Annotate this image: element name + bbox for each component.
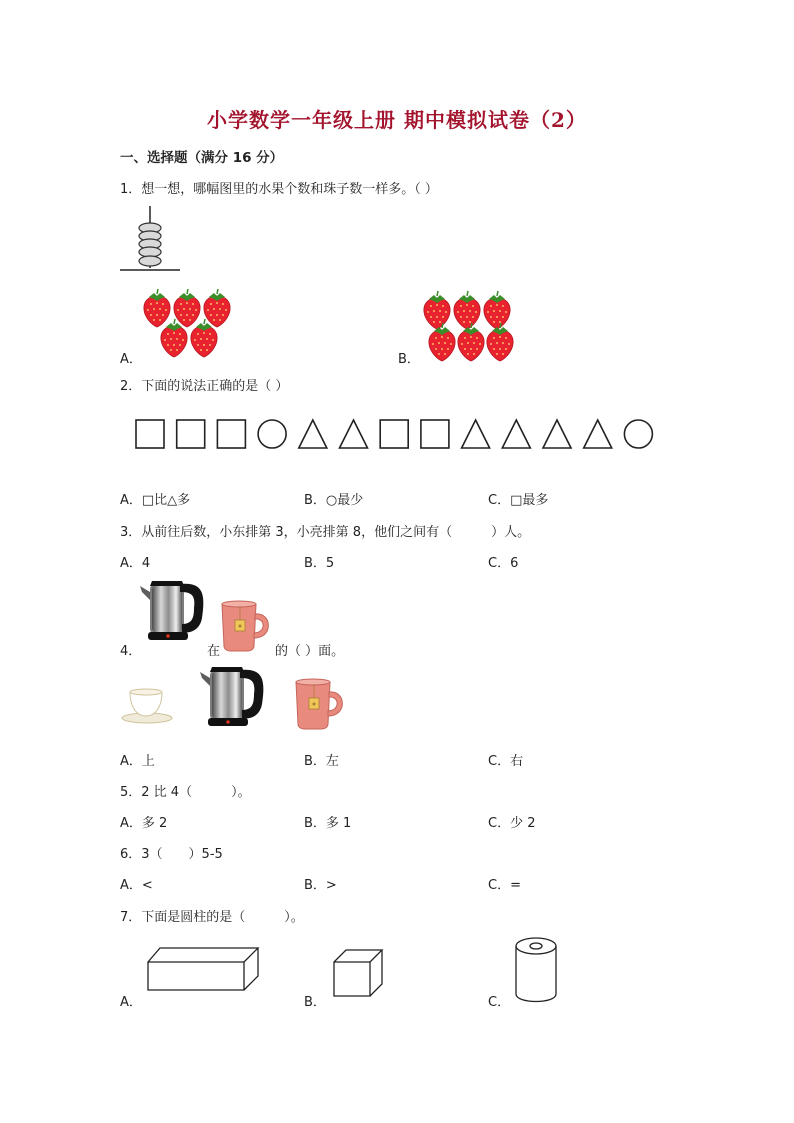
strawberry-icon <box>484 291 510 329</box>
square-shape <box>136 420 164 448</box>
question-3-option-b[interactable]: B．5 <box>304 556 335 571</box>
strawberry-icon <box>174 289 200 327</box>
question-6-text: 6．3（ ）5-5 <box>120 847 223 862</box>
cylinder-icon <box>514 936 560 1004</box>
square-shape <box>421 420 449 448</box>
question-6-option-b[interactable]: B．> <box>304 878 337 893</box>
question-1-option-b[interactable]: B． <box>398 352 420 367</box>
question-4-option-b[interactable]: B．左 <box>304 754 339 769</box>
question-5-option-a[interactable]: A．多 2 <box>120 816 168 831</box>
question-1-option-a[interactable]: A． <box>120 352 142 367</box>
strawberry-icon <box>458 323 484 361</box>
triangle-shape <box>462 420 490 448</box>
triangle-shape <box>543 420 571 448</box>
triangle-shape <box>584 420 612 448</box>
question-3-text: 3．从前往后数，小东排第 3，小亮排第 8，他们之间有（ ）人。 <box>120 525 531 540</box>
question-6-option-c[interactable]: C．= <box>488 878 521 893</box>
triangle-shape <box>340 420 368 448</box>
mug-icon <box>294 678 350 732</box>
mug-icon <box>220 600 276 654</box>
strawberry-icon <box>454 291 480 329</box>
question-3-option-c[interactable]: C．6 <box>488 556 519 571</box>
circle-shape <box>624 420 652 448</box>
triangle-shape <box>502 420 530 448</box>
square-shape <box>217 420 245 448</box>
question-7-option-a[interactable]: A． <box>120 995 142 1010</box>
strawberry-icon <box>144 289 170 327</box>
triangle-shape <box>299 420 327 448</box>
question-5-option-b[interactable]: B．多 1 <box>304 816 352 831</box>
strawberry-group-a <box>140 288 240 360</box>
section-heading: 一、选择题（满分 16 分） <box>120 150 284 166</box>
kettle-icon <box>200 664 266 732</box>
strawberry-icon <box>204 289 230 327</box>
square-shape <box>177 420 205 448</box>
question-2-option-c[interactable]: C．□最多 <box>488 493 549 508</box>
question-4-end-text: 的（ ）面。 <box>275 644 345 659</box>
question-2-option-b[interactable]: B．○最少 <box>304 493 364 508</box>
question-7-text: 7．下面是圆柱的是（ ）。 <box>120 910 304 925</box>
question-4-number: 4． <box>120 644 142 659</box>
cuboid-icon <box>146 946 262 992</box>
question-7-option-c[interactable]: C． <box>488 995 511 1010</box>
question-7-option-b[interactable]: B． <box>304 995 326 1010</box>
strawberry-icon <box>424 291 450 329</box>
square-shape <box>380 420 408 448</box>
strawberry-group-b <box>420 290 520 362</box>
cube-icon <box>332 948 386 998</box>
question-4-mid-text: 在 <box>207 644 221 659</box>
question-4-option-c[interactable]: C．右 <box>488 754 524 769</box>
question-6-option-a[interactable]: A．< <box>120 878 153 893</box>
question-5-text: 5．2 比 4（ ）。 <box>120 785 251 800</box>
strawberry-icon <box>429 323 455 361</box>
question-2-text: 2．下面的说法正确的是（ ） <box>120 379 289 394</box>
question-1-text: 1．想一想，哪幅图里的水果个数和珠子数一样多。（ ） <box>120 182 438 197</box>
shapes-row <box>130 414 660 454</box>
question-2-option-a[interactable]: A．□比△多 <box>120 493 191 508</box>
page-title: 小学数学一年级上册 期中模拟试卷（2） <box>207 108 587 132</box>
circle-shape <box>258 420 286 448</box>
question-4-option-a[interactable]: A．上 <box>120 754 155 769</box>
question-3-option-a[interactable]: A．4 <box>120 556 151 571</box>
question-5-option-c[interactable]: C．少 2 <box>488 816 536 831</box>
abacus-beads-icon <box>118 204 182 274</box>
strawberry-icon <box>487 323 513 361</box>
kettle-icon <box>140 578 206 646</box>
teacup-icon <box>122 688 174 724</box>
